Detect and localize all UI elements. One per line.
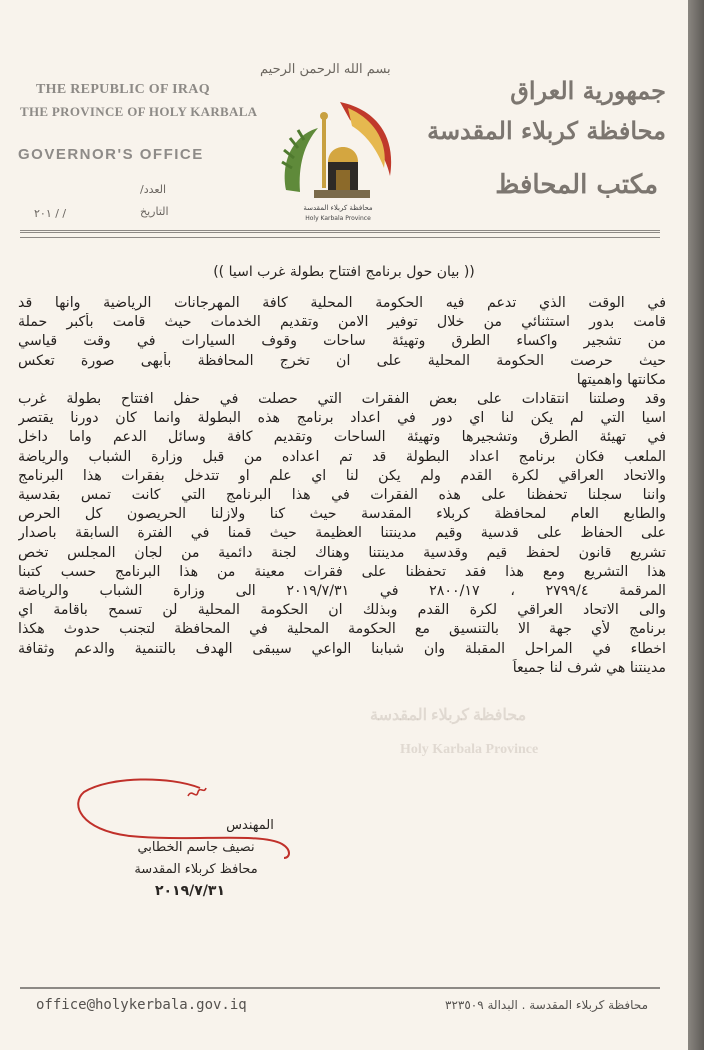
letter-line: والى الاتحاد العراقي لكرة القدم وبذلك ان الحكومة المحلية لن تسمح باقامة اي	[18, 602, 666, 619]
letter-body	[18, 294, 666, 678]
letter-subject: (( بيان حول برنامج افتتاح بطولة غرب اسيا ))	[213, 264, 475, 280]
province-english: THE PROVINCE OF HOLY KARBALA	[20, 104, 258, 119]
letter-line: مكانتها واهميتها	[576, 371, 666, 388]
letter-line: والطابع العام لمحافظة كربلاء المقدسة حيث كنا ولازلنا الحريصون كل الحرص	[18, 506, 666, 523]
letter-line: اخطاء في المراحل المقبلة وان شبابنا الواعي سيبقى الهدف بالتنمية والدعم وثقافة	[18, 640, 666, 657]
footer-divider	[20, 987, 660, 989]
page-edge-shadow	[688, 0, 704, 1050]
letter-line: واننا سجلنا تحفظنا على هذه الفقرات في هذا البرنامج التي كانت تمس بقدسية	[18, 487, 666, 504]
date-label: التاريخ	[140, 205, 169, 218]
number-label: العدد/	[140, 183, 167, 196]
letter-line: على الحفاظ على قدسية وقيم مدينتنا العظيمة حيث قمنا في الفترة السابقة باصدار	[18, 525, 666, 542]
letter-line: وقد وصلتنا انتقادات على بعض الفقرات التي حصلت في حفل افتتاح بطولة غرب	[18, 391, 666, 408]
letter-line: قامت بدور استثنائي من خلال توفير الامن وتقديم الخدمات حيث قامت بأكبر حملة	[18, 314, 666, 331]
watermark-arabic: محافظة كربلاء المقدسة	[370, 707, 527, 724]
date-value: ٢٠١ / /	[34, 207, 67, 220]
province-arabic: محافظة كربلاء المقدسة	[427, 116, 666, 145]
letter-line: في تهيئة الطرق وتشجيرها وتهيئة الساحات وتقديم كافة وسائل الدعم واما داخل	[18, 429, 666, 446]
letter-line: هذا التشريع ومع هذا فقد تحفظنا على فقرات معينة من هذا البرنامج حسب كتبنا	[18, 563, 666, 580]
letter-line: مدينتنا هي شرف لنا جميعاً	[512, 659, 666, 676]
letter-line: اسيا التي لم يكن لنا اي دور في اعداد برنامج هذه البطولة وانما كان دورنا يقتصر	[18, 410, 666, 427]
signatory-engineer-title: المهندس	[226, 818, 274, 833]
letter-line: والاتحاد العراقي لكرة القدم ولم يكن لنا اي علم او تتدخل بفقرات هذا البرنامج	[18, 467, 666, 484]
header-divider	[20, 230, 660, 233]
republic-arabic: جمهورية العراق	[510, 76, 666, 105]
logo-text-en: Holy Karbala Province	[305, 215, 371, 222]
signature-date: ٢٠١٩/٧/٣١	[154, 883, 226, 899]
letter-line: حيث حرصت الحكومة المحلية على ان تخرج المحافظة بأبهى صورة تعكس	[18, 352, 666, 369]
letter-line: الملعب فكان برنامج اعداد البطولة قد تم اعداده من قبل وزارة الشباب والرياضة	[18, 448, 666, 465]
basmala: بسم الله الرحمن الرحيم	[260, 62, 391, 77]
letter-line: المرقمة ٢٧٩٩/٤ ، ٢٨٠٠/١٧ في ٢٠١٩/٧/٣١ الى وزارة الشباب والرياضة	[18, 583, 666, 600]
signatory-title: محافظ كربلاء المقدسة	[134, 862, 258, 877]
office-arabic: مكتب المحافظ	[495, 170, 658, 200]
karbala-emblem-logo	[278, 98, 398, 227]
footer-email: office@holykerbala.gov.iq	[36, 997, 247, 1013]
letter-line: برنامج لأي جهة الا بالتنسيق مع الحكومة المحلية في المحافظة لتجنب حدوث هكذا	[18, 621, 666, 638]
logo-text-ar: محافظة كربلاء المقدسة	[303, 204, 373, 212]
header-divider-thin	[20, 237, 660, 238]
watermark-english: Holy Karbala Province	[400, 742, 539, 757]
footer-address: محافظة كربلاء المقدسة . البدالة ٣٢٣٥٠٩	[445, 998, 648, 1012]
office-english: GOVERNOR'S OFFICE	[18, 146, 204, 163]
letter-line: تشريع قانون لحفظ قيم وقدسية مدينتنا وهناك لجنة دائمية من لجان المجلس تخص	[18, 544, 666, 561]
signatory-name: نصيف جاسم الخطابي	[137, 840, 255, 855]
letter-line: من تشجير واكساء الطرق وتهيئة ساحات وقوف السيارات في وقت قياسي	[18, 333, 666, 350]
republic-english: THE REPUBLIC OF IRAQ	[36, 82, 210, 97]
letter-line: في الوقت الذي تدعم فيه الحكومة المحلية كافة المهرجانات الرياضية وانها قد	[18, 295, 666, 311]
